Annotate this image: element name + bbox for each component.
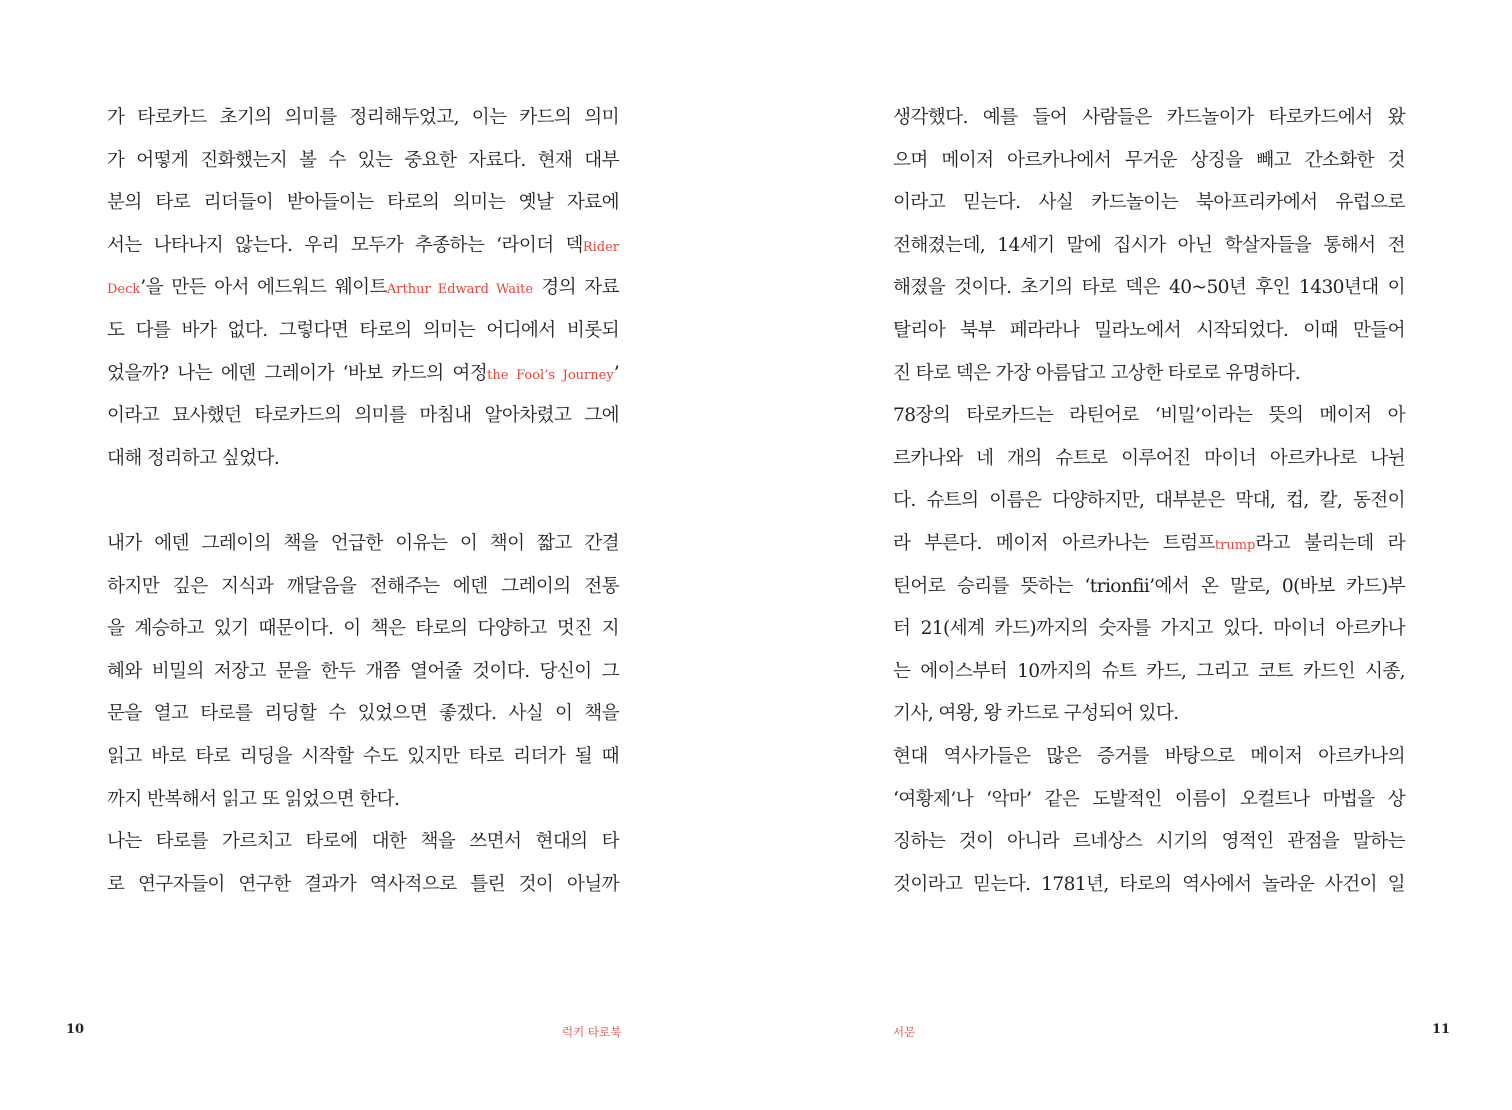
line-text: 르카나와 네 개의 슈트로 이루어진 마이너 아르카나로 나뉜: [893, 447, 1405, 469]
line-text: 가 타로카드 초기의 의미를 정리해두었고, 이는 카드의 의미: [107, 107, 619, 128]
line-text: 라고 불리는데 라: [1255, 532, 1405, 554]
text-line: [893, 438, 1405, 481]
page-number-left: 10: [66, 1022, 85, 1037]
line-text: ’: [613, 362, 619, 384]
text-line: [893, 651, 1405, 694]
text-line: [107, 736, 619, 779]
line-text: 서는 나타나지 않는다. 우리 모두가 추종하는 ‘라이더 덱: [107, 234, 583, 256]
running-title-right: 서문: [893, 1025, 916, 1039]
text-line: [107, 523, 619, 566]
text-line: [893, 395, 1405, 438]
right-page: [756, 0, 1512, 1110]
text-line: [107, 438, 619, 481]
line-text: 현대 역사가들은 많은 증거를 바탕으로 메이저 아르카나의: [893, 745, 1405, 767]
line-text: ’을 만든 아서 에드워드 웨이트: [140, 277, 387, 299]
line-text: 다. 슈트의 이름은 다양하지만, 대부분은 막대, 컵, 칼, 동전이: [893, 490, 1405, 512]
text-line: [893, 310, 1405, 353]
line-text: 생각했다. 예를 들어 사람들은 카드놀이가 타로카드에서 왔: [893, 107, 1405, 128]
original-term-annotation: Rider: [582, 239, 619, 255]
text-line: [107, 566, 619, 609]
line-text: 틴어로 승리를 뜻하는 ‘trionfii’에서 온 말로, 0(바보 카드)부: [893, 575, 1405, 597]
text-line: [893, 97, 1405, 140]
original-term-annotation: trump: [1214, 537, 1256, 553]
line-text: 징하는 것이 아니라 르네상스 시기의 영적인 관점을 말하는: [893, 831, 1405, 853]
line-text: 는 에이스부터 10까지의 슈트 카드, 그리고 코트 카드인 시종,: [893, 660, 1405, 682]
text-line: [893, 267, 1405, 310]
line-text: 내가 에덴 그레이의 책을 언급한 이유는 이 책이 짧고 간결: [107, 532, 619, 554]
text-line: [893, 779, 1405, 822]
text-line: [893, 140, 1405, 183]
text-line: [107, 225, 619, 268]
text-line: [893, 480, 1405, 523]
text-line: [107, 267, 619, 310]
line-text: 혜와 비밀의 저장고 문을 한두 개쯤 열어줄 것이다. 당신이 그: [107, 660, 619, 682]
text-line: [107, 693, 619, 736]
text-line: [107, 651, 619, 694]
original-term-annotation: Deck: [107, 282, 141, 298]
text-line: [893, 523, 1405, 566]
line-text: 으며 메이저 아르카나에서 무거운 상징을 빼고 간소화한 것: [893, 149, 1405, 171]
line-text: 해졌을 것이다. 초기의 타로 덱은 40~50년 후인 1430년대 이: [893, 277, 1405, 299]
line-text: 도 다를 바가 없다. 그렇다면 타로의 의미는 어디에서 비롯되: [107, 319, 619, 341]
line-text: 었을까? 나는 에덴 그레이가 ‘바보 카드의 여정: [107, 362, 488, 384]
line-text: ‘여황제’나 ‘악마’ 같은 도발적인 이름이 오컬트나 마법을 상: [893, 788, 1405, 810]
line-text: 경의 자료: [533, 277, 619, 299]
line-text: 을 계승하고 있기 때문이다. 이 책은 타로의 다양하고 멋진 지: [107, 618, 619, 640]
line-text: 라 부른다. 메이저 아르카나는 트럼프: [893, 532, 1215, 554]
line-text: 분의 타로 리더들이 받아들이는 타로의 의미는 옛날 자료에: [107, 192, 619, 214]
text-line: [107, 821, 619, 864]
running-title-left: 럭키 타로북: [562, 1025, 622, 1039]
text-line: [893, 821, 1405, 864]
text-line: [107, 608, 619, 651]
text-line: [893, 864, 1405, 907]
line-text: 대해 정리하고 싶었다.: [107, 447, 280, 469]
left-body-text: [107, 97, 619, 906]
line-text: 것이라고 믿는다. 1781년, 타로의 역사에서 놀라운 사건이 일: [893, 873, 1405, 895]
text-line: [893, 566, 1405, 609]
original-term-annotation: the Fool’s Journey: [487, 367, 614, 383]
text-line: [107, 97, 619, 140]
line-text: 까지 반복해서 읽고 또 읽었으면 한다.: [107, 788, 400, 810]
line-text: 진 타로 덱은 가장 아름답고 고상한 타로로 유명하다.: [893, 362, 1301, 384]
text-line: [893, 225, 1405, 268]
line-text: 가 어떻게 진화했는지 볼 수 있는 중요한 자료다. 현재 대부: [107, 149, 619, 171]
line-text: 문을 열고 타로를 리딩할 수 있었으면 좋겠다. 사실 이 책을: [107, 703, 619, 725]
line-text: 전해졌는데, 14세기 말에 집시가 아닌 학살자들을 통해서 전: [893, 234, 1405, 256]
line-text: 탈리아 북부 페라라나 밀라노에서 시작되었다. 이때 만들어: [893, 319, 1405, 341]
line-text: 이라고 묘사했던 타로카드의 의미를 마침내 알아차렸고 그에: [107, 405, 619, 427]
right-body-text: [893, 97, 1405, 906]
text-line: [893, 608, 1405, 651]
original-term-annotation: Arthur Edward Waite: [386, 282, 534, 298]
text-line: [893, 353, 1405, 396]
text-line: [107, 779, 619, 822]
line-text: 기사, 여왕, 왕 카드로 구성되어 있다.: [893, 703, 1179, 725]
line-text: 로 연구자들이 연구한 결과가 역사적으로 틀린 것이 아닐까: [107, 873, 619, 895]
text-line: [893, 736, 1405, 779]
text-line: [107, 480, 619, 523]
line-text: 읽고 바로 타로 리딩을 시작할 수도 있지만 타로 리더가 될 때: [107, 745, 619, 767]
line-text: 이라고 믿는다. 사실 카드놀이는 북아프리카에서 유럽으로: [893, 192, 1405, 214]
line-text: 터 21(세계 카드)까지의 숫자를 가지고 있다. 마이너 아르카나: [893, 618, 1405, 640]
text-line: [107, 182, 619, 225]
text-line: [107, 395, 619, 438]
text-line: [107, 310, 619, 353]
line-text: 나는 타로를 가르치고 타로에 대한 책을 쓰면서 현대의 타: [107, 831, 619, 853]
text-line: [107, 140, 619, 183]
text-line: [893, 182, 1405, 225]
text-line: [107, 353, 619, 396]
line-text: 하지만 깊은 지식과 깨달음을 전해주는 에덴 그레이의 전통: [107, 575, 619, 597]
line-text: 78장의 타로카드는 라틴어로 ‘비밀’이라는 뜻의 메이저 아: [893, 405, 1405, 427]
text-line: [893, 693, 1405, 736]
text-line: [107, 864, 619, 907]
page-number-right: 11: [1432, 1022, 1451, 1037]
